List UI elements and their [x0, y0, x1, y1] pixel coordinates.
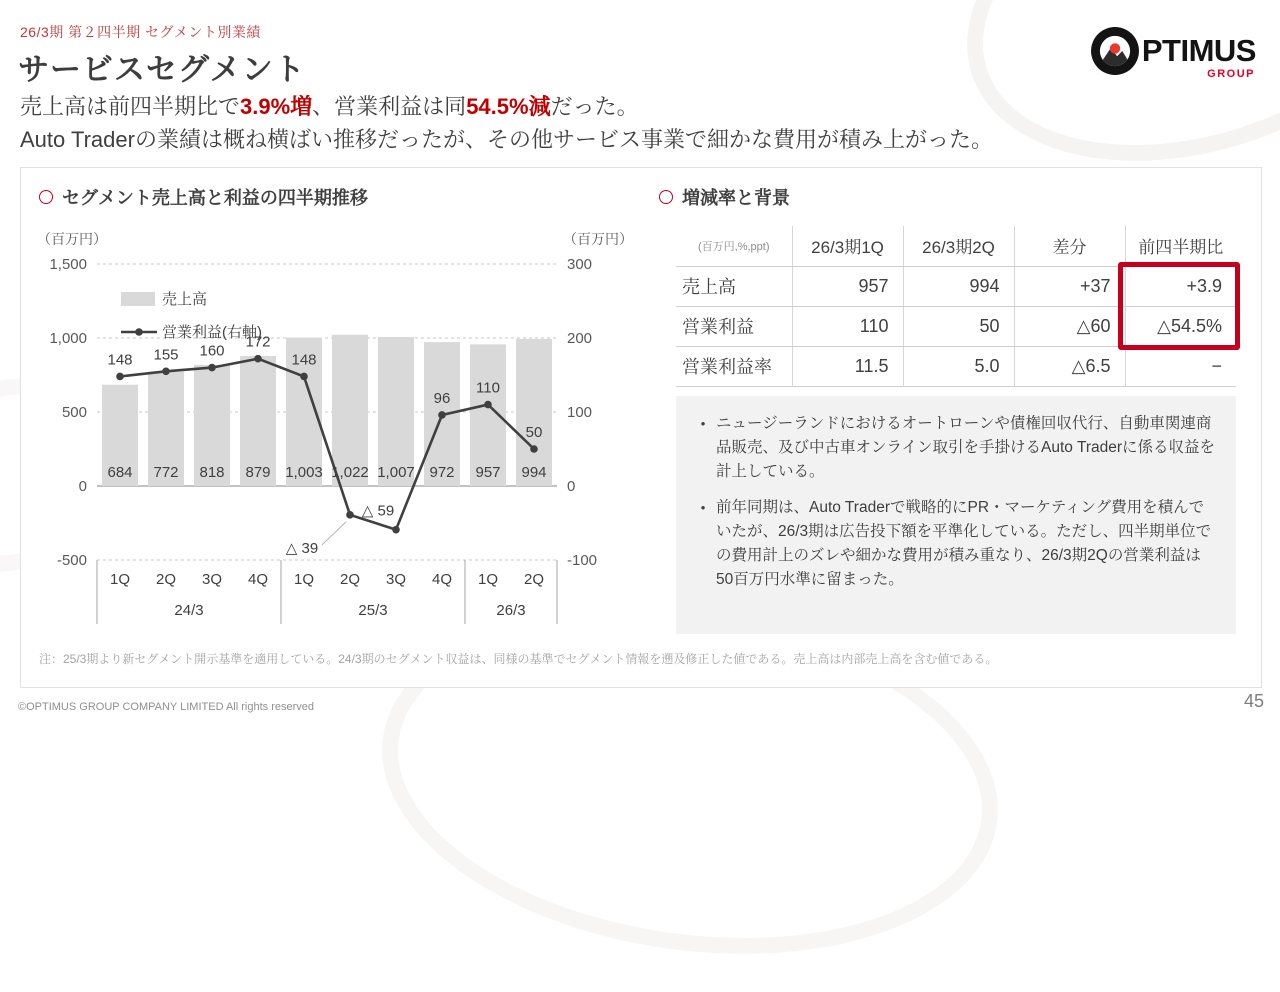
left-axis-tick: -500 [56, 552, 87, 569]
left-axis-tick: 0 [78, 478, 87, 495]
label-leader-line [322, 522, 346, 545]
quarter-label: 4Q [431, 571, 453, 588]
bar-value-label: 772 [153, 464, 179, 481]
legend-bar-swatch [121, 292, 155, 306]
profit-point [162, 368, 170, 376]
left-axis-tick: 500 [61, 404, 87, 421]
right-axis-tick: 100 [567, 404, 593, 421]
quarter-label: 3Q [201, 571, 223, 588]
profit-point [438, 411, 446, 419]
right-axis-unit: （百万円） [563, 231, 633, 247]
page-title: サービスセグメント [18, 52, 306, 87]
table-section-title-text: 増減率と背景 [682, 188, 790, 208]
table-section-title [659, 184, 790, 210]
summary-text: だった。 [550, 94, 639, 119]
logo-wordmark: PTIMUS [1141, 33, 1256, 68]
line-value-label: 148 [291, 351, 317, 369]
quarter-label: 1Q [477, 571, 499, 588]
left-axis-tick: 1,500 [49, 256, 87, 273]
bar-value-label: 879 [245, 464, 271, 481]
cell-value: 5.0 [903, 346, 1014, 386]
highlight-revenue-change: 3.9%増 [240, 94, 313, 119]
profit-point [346, 511, 354, 519]
cell-value: 994 [903, 266, 1014, 306]
chart-section-title [39, 184, 368, 210]
summary-line-2: Auto Traderの業績は概ね横ばい推移だったが、その他サービス事業で細かな費用が積み上がった。 [20, 127, 993, 152]
line-value-label: 160 [199, 342, 225, 360]
line-value-label: △ 39 [285, 539, 319, 557]
content-panel [20, 167, 1262, 688]
quarter-label: 1Q [293, 571, 315, 588]
commentary-item [690, 412, 1218, 484]
page-number: 45 [1243, 691, 1264, 711]
table-header-row [676, 226, 1236, 266]
right-axis-tick: 0 [567, 478, 576, 495]
fiscal-year-label: 25/3 [358, 602, 388, 619]
fiscal-year-label: 24/3 [174, 602, 204, 619]
bar-line-chart [29, 226, 641, 642]
line-value-label: △ 59 [361, 502, 395, 520]
cell-value: 50 [903, 306, 1014, 346]
line-value-label: 155 [153, 346, 179, 364]
line-value-label: 50 [525, 424, 543, 441]
logo-group-label: GROUP [1207, 68, 1255, 80]
line-value-label: 96 [433, 389, 451, 407]
quarterly-chart [29, 226, 641, 642]
logo-text [1141, 33, 1256, 80]
row-label: 営業利益率 [676, 346, 792, 386]
col-header-diff: 差分 [1014, 226, 1125, 266]
bar-value-label: 1,007 [377, 464, 415, 481]
line-value-label: 172 [245, 333, 271, 351]
profit-point [484, 401, 492, 409]
optimus-emblem-icon [1090, 26, 1140, 76]
quarter-label: 3Q [385, 571, 407, 588]
bullet-icon: • [700, 500, 706, 516]
right-axis-tick: 300 [567, 256, 593, 273]
highlight-profit-change: 54.5%減 [466, 94, 551, 119]
bar-value-label: 994 [521, 464, 547, 481]
fiscal-year-label: 26/3 [496, 602, 526, 619]
right-axis-tick: 200 [567, 330, 593, 347]
table-unit-label: (百万円,%,ppt) [676, 226, 792, 266]
left-axis-tick: 1,000 [49, 330, 87, 347]
commentary-item [690, 496, 1218, 592]
qoq-table-wrap [676, 226, 1236, 387]
quarter-label: 2Q [155, 571, 177, 588]
copyright: ©OPTIMUS GROUP COMPANY LIMITED All rights reserved [18, 701, 315, 713]
cell-value: +3.9 [1125, 266, 1236, 306]
line-value-label: 148 [107, 351, 133, 369]
table-row [676, 306, 1236, 346]
bar-value-label: 818 [199, 464, 225, 481]
right-axis-tick: -100 [567, 552, 598, 569]
profit-point [300, 373, 308, 381]
commentary-box [676, 396, 1236, 634]
bar-value-label: 972 [429, 464, 455, 481]
bar-value-label: 957 [475, 464, 501, 481]
quarter-label: 2Q [339, 571, 361, 588]
company-logo [1090, 26, 1256, 80]
col-header-q2: 26/3期2Q [903, 226, 1014, 266]
legend-bar-label: 売上高 [162, 291, 208, 308]
profit-point [392, 526, 400, 534]
left-axis-unit: （百万円） [37, 231, 107, 247]
legend-line-label: 営業利益(右軸) [162, 324, 262, 341]
legend-line-dot [135, 328, 143, 336]
cell-value: 110 [792, 306, 903, 346]
bar-value-label: 1,022 [331, 464, 369, 481]
cell-value: 957 [792, 266, 903, 306]
slide-eyebrow: 26/3期 第２四半期 セグメント別業績 [20, 24, 261, 40]
red-circle-bullet-icon [659, 190, 673, 204]
line-value-label: 110 [476, 379, 500, 397]
summary-text: 売上高は前四半期比で [20, 94, 241, 119]
chart-section-title-text: セグメント売上高と利益の四半期推移 [62, 188, 368, 208]
profit-point [116, 373, 124, 381]
commentary-text: ニュージーランドにおけるオートローンや債権回収代行、自動車関連商品販売、及び中古車オンライン取引を手掛けるAuto Traderに係る収益を計上している。 [716, 415, 1216, 481]
summary-text: 、営業利益は同 [312, 94, 467, 119]
cell-value: △6.5 [1014, 346, 1125, 386]
row-label: 売上高 [676, 266, 792, 306]
slide-summary [20, 90, 993, 156]
bar-value-label: 684 [107, 464, 133, 481]
cell-value: △54.5% [1125, 306, 1236, 346]
table-row [676, 346, 1236, 386]
commentary-text: 前年同期は、Auto Traderで戦略的にPR・マーケティング費用を積んでいたが、26/3期は広告投下額を平準化している。ただし、四半期単位での費用計上のズレや細かな費用が積み重なり、26/3期2Qの営業利益は50百万円水準に留まった。 [716, 499, 1212, 589]
profit-point [530, 445, 538, 453]
red-circle-bullet-icon [39, 190, 53, 204]
summary-line-1 [20, 90, 993, 123]
quarter-label: 4Q [247, 571, 269, 588]
quarter-label: 1Q [109, 571, 131, 588]
col-header-qoq: 前四半期比 [1125, 226, 1236, 266]
bullet-icon: • [700, 416, 706, 431]
table-row [676, 266, 1236, 306]
cell-value: △60 [1014, 306, 1125, 346]
col-header-q1: 26/3期1Q [792, 226, 903, 266]
qoq-table [676, 226, 1236, 387]
cell-value: 11.5 [792, 346, 903, 386]
bar-value-label: 1,003 [285, 464, 323, 481]
cell-value: +37 [1014, 266, 1125, 306]
profit-point [208, 364, 216, 372]
quarter-label: 2Q [523, 571, 545, 588]
row-label: 営業利益 [676, 306, 792, 346]
profit-point [254, 355, 262, 363]
cell-value: − [1125, 346, 1236, 386]
footnote: 注：25/3期より新セグメント開示基準を適用している。24/3期のセグメント収益は、同様の基準でセグメント情報を遡及修正した値である。売上高は内部売上高を含む値である。 [39, 652, 998, 666]
